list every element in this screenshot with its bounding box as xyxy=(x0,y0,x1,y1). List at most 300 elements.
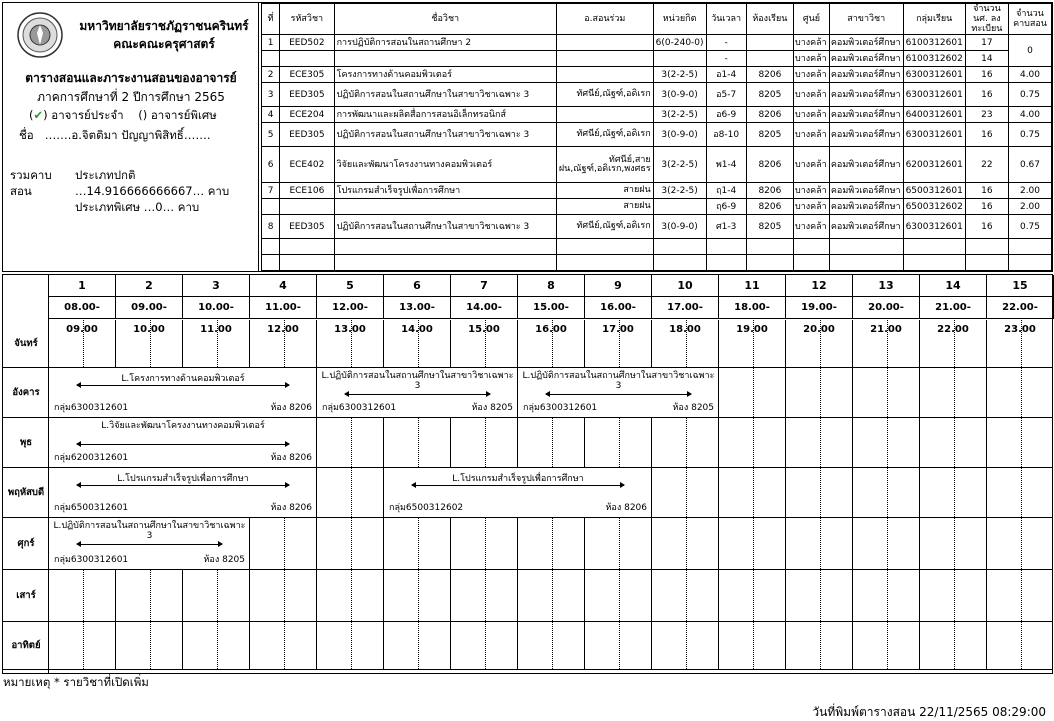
table-cell-center: บางคล้า xyxy=(793,123,829,147)
hour-divider xyxy=(517,570,518,621)
table-cell-no xyxy=(262,199,280,215)
table-cell-credit: 3(2-2-5) xyxy=(653,183,706,199)
column-header: รหัสวิชา xyxy=(280,4,334,35)
class-name: L.ปฏิบัติการสอนในสถานศึกษาในสาขาวิชาเฉพาะ 3 xyxy=(53,521,246,541)
half-hour-divider xyxy=(820,570,821,621)
period-time: 20.00-21.00 xyxy=(853,297,920,319)
period-number: 12 xyxy=(786,275,853,297)
table-cell-center: บางคล้า xyxy=(793,215,829,239)
table-cell-periods: 0.67 xyxy=(1008,147,1051,183)
hour-divider xyxy=(718,622,719,669)
half-hour-divider xyxy=(83,320,84,367)
table-cell-no: 3 xyxy=(262,83,280,107)
table-cell-group: 6300312601 xyxy=(903,123,965,147)
half-hour-divider xyxy=(552,518,553,569)
table-cell-code xyxy=(280,51,334,67)
table-cell-time: อ1-4 xyxy=(706,67,746,83)
table-cell-periods: 4.00 xyxy=(1008,107,1051,123)
table-cell-credit xyxy=(653,199,706,215)
table-cell-no xyxy=(262,239,280,255)
table-cell-name: วิจัยและพัฒนาโครงงานทางคอมพิวเตอร์ xyxy=(334,147,556,183)
table-row xyxy=(262,67,1052,83)
table-row xyxy=(262,147,1052,183)
hour-divider xyxy=(383,418,384,467)
column-header: กลุ่มเรียน xyxy=(903,4,965,35)
hour-divider xyxy=(986,468,987,517)
hour-divider xyxy=(852,468,853,517)
hour-divider xyxy=(249,518,250,569)
hour-divider xyxy=(517,622,518,669)
half-hour-divider xyxy=(686,418,687,467)
class-block[interactable] xyxy=(384,468,652,517)
half-hour-divider xyxy=(284,518,285,569)
table-cell-students: 14 xyxy=(965,51,1008,67)
row-divider xyxy=(3,621,1052,622)
table-cell-center: บางคล้า xyxy=(793,147,829,183)
table-cell-no: 5 xyxy=(262,123,280,147)
half-hour-divider xyxy=(351,468,352,517)
half-hour-divider xyxy=(619,518,620,569)
table-cell-code: ECE204 xyxy=(280,107,334,123)
table-cell-major xyxy=(829,239,903,255)
table-cell-credit: 3(2-2-5) xyxy=(653,107,706,123)
table-cell-major: คอมพิวเตอร์ศึกษา xyxy=(829,83,903,107)
class-group: กลุ่ม6500312602 xyxy=(389,503,464,513)
normal-type-label: ประเภทปกติ xyxy=(75,168,136,182)
hour-divider xyxy=(852,622,853,669)
hour-divider xyxy=(115,570,116,621)
column-header: ที่ xyxy=(262,4,280,35)
table-cell-center: บางคล้า xyxy=(793,183,829,199)
table-cell-credit: 3(0-9-0) xyxy=(653,215,706,239)
table-cell-code: EED305 xyxy=(280,123,334,147)
special-type-value: …0… คาบ xyxy=(143,200,200,214)
duration-arrow-icon xyxy=(345,394,490,395)
half-hour-divider xyxy=(351,570,352,621)
class-group: กลุ่ม6300312601 xyxy=(322,403,397,413)
table-cell-center: บางคล้า xyxy=(793,51,829,67)
day-label: ศุกร์ xyxy=(17,538,35,549)
half-hour-divider xyxy=(619,320,620,367)
hour-divider xyxy=(785,320,786,367)
half-hour-divider xyxy=(552,320,553,367)
table-cell-periods xyxy=(1008,239,1051,255)
table-cell-co: ทัศนีย์,ณัฐฑ์,อดิเรก xyxy=(556,123,653,147)
faculty-name: คณะคณะครุศาสตร์ xyxy=(113,37,215,51)
table-cell-co: ทัศนีย์,ณัฐฑ์,อดิเรก xyxy=(556,215,653,239)
half-hour-divider xyxy=(753,368,754,417)
table-cell-co xyxy=(556,239,653,255)
course-table xyxy=(261,3,1052,271)
half-hour-divider xyxy=(1021,418,1022,467)
hour-divider xyxy=(115,320,116,367)
duration-arrow-icon xyxy=(546,394,691,395)
hour-divider xyxy=(517,320,518,367)
half-hour-divider xyxy=(686,320,687,367)
class-group: กลุ่ม6300312601 xyxy=(54,555,129,565)
half-hour-divider xyxy=(753,320,754,367)
table-cell-name: โปรแกรมสำเร็จรูปเพื่อการศึกษา xyxy=(334,183,556,199)
half-hour-divider xyxy=(753,518,754,569)
table-cell-room xyxy=(746,239,793,255)
class-room: ห้อง 8206 xyxy=(270,453,312,463)
half-hour-divider xyxy=(820,368,821,417)
hour-divider xyxy=(986,518,987,569)
table-cell-code: ECE106 xyxy=(280,183,334,199)
table-cell-room: 8206 xyxy=(746,183,793,199)
hour-divider xyxy=(450,418,451,467)
table-cell-no: 8 xyxy=(262,215,280,239)
table-cell-credit: 3(2-2-5) xyxy=(653,147,706,183)
print-timestamp: วันที่พิมพ์ตารางสอน 22/11/2565 08:29:00 xyxy=(812,705,1046,719)
half-hour-divider xyxy=(552,570,553,621)
table-cell-major: คอมพิวเตอร์ศึกษา xyxy=(829,215,903,239)
half-hour-divider xyxy=(217,622,218,669)
table-row xyxy=(262,35,1052,51)
half-hour-divider xyxy=(1021,368,1022,417)
table-cell-periods: 0.75 xyxy=(1008,83,1051,107)
table-cell-co: ทัศนีย์,ณัฐฑ์,อดิเรก xyxy=(556,83,653,107)
half-hour-divider xyxy=(217,570,218,621)
table-cell-group xyxy=(903,239,965,255)
half-hour-divider xyxy=(753,622,754,669)
period-number: 7 xyxy=(451,275,518,297)
duration-arrow-icon xyxy=(412,485,624,486)
table-cell-students: 16 xyxy=(965,67,1008,83)
table-cell-co xyxy=(556,67,653,83)
class-name: L.ปฏิบัติการสอนในสถานศึกษาในสาขาวิชาเฉพาะ 3 xyxy=(522,371,715,391)
table-cell-co xyxy=(556,35,653,51)
half-hour-divider xyxy=(820,468,821,517)
row-divider xyxy=(3,569,1052,570)
table-cell-group: 6300312601 xyxy=(903,67,965,83)
column-header: วันเวลา xyxy=(706,4,746,35)
period-time: 22.00-23.00 xyxy=(987,297,1054,319)
table-row xyxy=(262,107,1052,123)
half-hour-divider xyxy=(686,468,687,517)
table-cell-periods xyxy=(1008,255,1051,271)
hour-divider xyxy=(718,418,719,467)
hour-divider xyxy=(316,570,317,621)
period-time: 13.00-14.00 xyxy=(384,297,451,319)
table-cell-code: ECE305 xyxy=(280,67,334,83)
hour-divider xyxy=(651,518,652,569)
table-cell-group: 6500312601 xyxy=(903,183,965,199)
total-periods-label: รวมคาบสอน xyxy=(10,168,52,198)
check-icon: ✔ xyxy=(33,108,44,122)
hour-divider xyxy=(852,518,853,569)
half-hour-divider xyxy=(820,622,821,669)
hour-divider xyxy=(584,418,585,467)
column-header: จำนวนคาบสอน xyxy=(1008,4,1051,35)
table-cell-students: 16 xyxy=(965,199,1008,215)
half-hour-divider xyxy=(820,418,821,467)
hour-divider xyxy=(852,368,853,417)
hour-divider xyxy=(249,320,250,367)
table-cell-co: ทัศนีย์,สายฝน,ณัฐฑ์,อดิเรก,พงศธร xyxy=(556,147,653,183)
teacher-type: (✔) อาจารย์ประจำ () อาจารย์พิเศษ xyxy=(29,108,217,122)
table-cell-group: 6200312601 xyxy=(903,147,965,183)
half-hour-divider xyxy=(954,320,955,367)
hour-divider xyxy=(450,320,451,367)
table-cell-name xyxy=(334,199,556,215)
table-cell-name: ปฏิบัติการสอนในสถานศึกษาในสาขาวิชาเฉพาะ 3 xyxy=(334,83,556,107)
half-hour-divider xyxy=(351,320,352,367)
table-cell-students: 23 xyxy=(965,107,1008,123)
table-cell-credit xyxy=(653,255,706,271)
half-hour-divider xyxy=(954,570,955,621)
duration-arrow-icon xyxy=(77,385,289,386)
hour-divider xyxy=(919,468,920,517)
hour-divider xyxy=(718,320,719,367)
table-cell-no: 7 xyxy=(262,183,280,199)
table-cell-time: พ1-4 xyxy=(706,147,746,183)
half-hour-divider xyxy=(887,468,888,517)
table-cell-major xyxy=(829,255,903,271)
hour-divider xyxy=(852,320,853,367)
hour-divider xyxy=(718,468,719,517)
day-label: อาทิตย์ xyxy=(11,640,41,651)
half-hour-divider xyxy=(820,518,821,569)
half-hour-divider xyxy=(150,320,151,367)
half-hour-divider xyxy=(485,518,486,569)
class-block[interactable] xyxy=(49,368,317,417)
half-hour-divider xyxy=(887,518,888,569)
day-label: พฤหัสบดี xyxy=(7,487,45,498)
row-divider xyxy=(3,669,1052,670)
hour-divider xyxy=(718,368,719,417)
half-hour-divider xyxy=(552,622,553,669)
table-cell-center: บางคล้า xyxy=(793,199,829,215)
column-header: อ.สอนร่วม xyxy=(556,4,653,35)
hour-divider xyxy=(316,622,317,669)
table-row xyxy=(262,215,1052,239)
half-hour-divider xyxy=(284,570,285,621)
class-block[interactable] xyxy=(49,518,250,569)
column-header: สาขาวิชา xyxy=(829,4,903,35)
half-hour-divider xyxy=(83,570,84,621)
table-cell-no xyxy=(262,255,280,271)
table-cell-periods: 2.00 xyxy=(1008,199,1051,215)
class-block[interactable] xyxy=(518,368,719,417)
class-block[interactable] xyxy=(49,468,317,517)
hour-divider xyxy=(785,468,786,517)
column-header: ศูนย์ xyxy=(793,4,829,35)
special-type-label: ประเภทพิเศษ …0… คาบ xyxy=(75,200,200,214)
class-name: L.วิจัยและพัฒนาโครงงานทางคอมพิวเตอร์ xyxy=(101,421,265,431)
hour-divider xyxy=(651,468,652,517)
half-hour-divider xyxy=(686,570,687,621)
table-cell-major: คอมพิวเตอร์ศึกษา xyxy=(829,183,903,199)
half-hour-divider xyxy=(954,622,955,669)
table-cell-group: 6100312601 xyxy=(903,35,965,51)
day-label: พุธ xyxy=(19,437,33,448)
half-hour-divider xyxy=(351,518,352,569)
period-number: 3 xyxy=(183,275,250,297)
table-cell-code: EED305 xyxy=(280,215,334,239)
table-cell-group: 6300312601 xyxy=(903,215,965,239)
hour-divider xyxy=(919,418,920,467)
hour-divider xyxy=(986,368,987,417)
normal-type-value: …14.916666666667… คาบ xyxy=(75,184,230,198)
hour-divider xyxy=(316,468,317,517)
term-label: ภาคการศึกษาที่ 2 ปีการศึกษา 2565 xyxy=(37,90,225,104)
university-name: มหาวิทยาลัยราชภัฏราชนครินทร์ xyxy=(79,19,249,33)
hour-divider xyxy=(919,570,920,621)
half-hour-divider xyxy=(485,570,486,621)
hour-divider xyxy=(986,622,987,669)
hour-divider xyxy=(785,622,786,669)
hour-divider xyxy=(986,570,987,621)
period-time: 19.00-20.00 xyxy=(786,297,853,319)
duration-arrow-icon xyxy=(77,544,222,545)
half-hour-divider xyxy=(418,570,419,621)
hour-divider xyxy=(316,518,317,569)
class-room: ห้อง 8206 xyxy=(270,403,312,413)
table-cell-group xyxy=(903,255,965,271)
period-time: 18.00-19.00 xyxy=(719,297,786,319)
half-hour-divider xyxy=(619,418,620,467)
half-hour-divider xyxy=(284,622,285,669)
table-cell-code xyxy=(280,239,334,255)
table-cell-periods: 0 xyxy=(1008,35,1051,67)
hour-divider xyxy=(651,418,652,467)
table-cell-credit: 6(0-240-0) xyxy=(653,35,706,51)
table-cell-time: อ8-10 xyxy=(706,123,746,147)
table-cell-students: 16 xyxy=(965,183,1008,199)
table-cell-major: คอมพิวเตอร์ศึกษา xyxy=(829,35,903,51)
half-hour-divider xyxy=(351,418,352,467)
hour-divider xyxy=(182,320,183,367)
half-hour-divider xyxy=(1021,570,1022,621)
period-time: 21.00-22.00 xyxy=(920,297,987,319)
half-hour-divider xyxy=(418,320,419,367)
page-title: ตารางสอนและภาระงานสอนของอาจารย์ xyxy=(25,71,237,85)
half-hour-divider xyxy=(887,320,888,367)
table-cell-name xyxy=(334,239,556,255)
hour-divider xyxy=(651,320,652,367)
half-hour-divider xyxy=(351,622,352,669)
hour-divider xyxy=(919,320,920,367)
table-row xyxy=(262,51,1052,67)
table-cell-students: 16 xyxy=(965,83,1008,107)
table-cell-group: 6500312602 xyxy=(903,199,965,215)
table-cell-co: สายฝน xyxy=(556,199,653,215)
table-row xyxy=(262,83,1052,107)
half-hour-divider xyxy=(954,468,955,517)
table-cell-students xyxy=(965,239,1008,255)
half-hour-divider xyxy=(418,622,419,669)
period-number: 9 xyxy=(585,275,652,297)
table-cell-students: 16 xyxy=(965,215,1008,239)
class-block[interactable] xyxy=(317,368,518,417)
class-room: ห้อง 8205 xyxy=(471,403,513,413)
header-panel xyxy=(2,2,1053,272)
class-group: กลุ่ม6200312601 xyxy=(54,453,129,463)
half-hour-divider xyxy=(150,622,151,669)
table-cell-room: 8206 xyxy=(746,199,793,215)
hour-divider xyxy=(584,320,585,367)
hour-divider xyxy=(182,622,183,669)
half-hour-divider xyxy=(954,418,955,467)
hour-divider xyxy=(249,622,250,669)
hour-divider xyxy=(383,518,384,569)
hour-divider xyxy=(249,570,250,621)
period-time: 14.00-15.00 xyxy=(451,297,518,319)
class-block[interactable] xyxy=(49,418,317,467)
hour-divider xyxy=(852,570,853,621)
table-cell-co xyxy=(556,107,653,123)
period-time: 12.00-13.00 xyxy=(317,297,384,319)
table-cell-room: 8206 xyxy=(746,107,793,123)
table-cell-name: ปฏิบัติการสอนในสถานศึกษาในสาขาวิชาเฉพาะ 3 xyxy=(334,215,556,239)
half-hour-divider xyxy=(217,320,218,367)
table-row xyxy=(262,123,1052,147)
table-cell-room: 8205 xyxy=(746,215,793,239)
hour-divider xyxy=(785,570,786,621)
hour-divider xyxy=(986,320,987,367)
table-cell-credit: 3(0-9-0) xyxy=(653,83,706,107)
table-row xyxy=(262,239,1052,255)
table-cell-room xyxy=(746,255,793,271)
table-cell-no: 2 xyxy=(262,67,280,83)
table-cell-time: ศ1-3 xyxy=(706,215,746,239)
hour-divider xyxy=(852,418,853,467)
hour-divider xyxy=(450,518,451,569)
half-hour-divider xyxy=(820,320,821,367)
table-cell-group: 6100312602 xyxy=(903,51,965,67)
table-cell-co xyxy=(556,255,653,271)
table-cell-center: บางคล้า xyxy=(793,107,829,123)
table-cell-center: บางคล้า xyxy=(793,83,829,107)
table-cell-students: 16 xyxy=(965,123,1008,147)
half-hour-divider xyxy=(1021,622,1022,669)
period-number: 11 xyxy=(719,275,786,297)
hour-divider xyxy=(383,570,384,621)
half-hour-divider xyxy=(887,418,888,467)
half-hour-divider xyxy=(418,518,419,569)
table-cell-name: การปฏิบัติการสอนในสถานศึกษา 2 xyxy=(334,35,556,51)
table-cell-major: คอมพิวเตอร์ศึกษา xyxy=(829,107,903,123)
table-cell-name: การพัฒนาและผลิตสื่อการสอนอิเล็กทรอนิกส์ xyxy=(334,107,556,123)
table-cell-major: คอมพิวเตอร์ศึกษา xyxy=(829,123,903,147)
table-cell-no xyxy=(262,51,280,67)
table-cell-group: 6300312601 xyxy=(903,83,965,107)
table-cell-students: 22 xyxy=(965,147,1008,183)
period-number: 2 xyxy=(116,275,183,297)
hour-divider xyxy=(517,518,518,569)
hour-divider xyxy=(182,570,183,621)
class-name: L.โครงการทางด้านคอมพิวเตอร์ xyxy=(121,374,245,384)
table-cell-name: โครงการทางด้านคอมพิวเตอร์ xyxy=(334,67,556,83)
half-hour-divider xyxy=(686,622,687,669)
hour-divider xyxy=(785,368,786,417)
hour-divider xyxy=(785,418,786,467)
table-cell-credit: 3(0-9-0) xyxy=(653,123,706,147)
period-number: 10 xyxy=(652,275,719,297)
period-time: 11.00-12.00 xyxy=(250,297,317,319)
teacher-name: ชื่อ …….อ.จิตติมา ปัญญาพิสิทธิ์……. xyxy=(19,128,211,142)
table-cell-time: อ6-9 xyxy=(706,107,746,123)
table-cell-periods: 0.75 xyxy=(1008,123,1051,147)
table-cell-time: - xyxy=(706,51,746,67)
period-time: 09.00-10.00 xyxy=(116,297,183,319)
class-name: L.โปรแกรมสำเร็จรูปเพื่อการศึกษา xyxy=(117,474,249,484)
class-name: L.โปรแกรมสำเร็จรูปเพื่อการศึกษา xyxy=(452,474,584,484)
period-time: 15.00-16.00 xyxy=(518,297,585,319)
hour-divider xyxy=(316,320,317,367)
table-cell-time: ฤ1-4 xyxy=(706,183,746,199)
